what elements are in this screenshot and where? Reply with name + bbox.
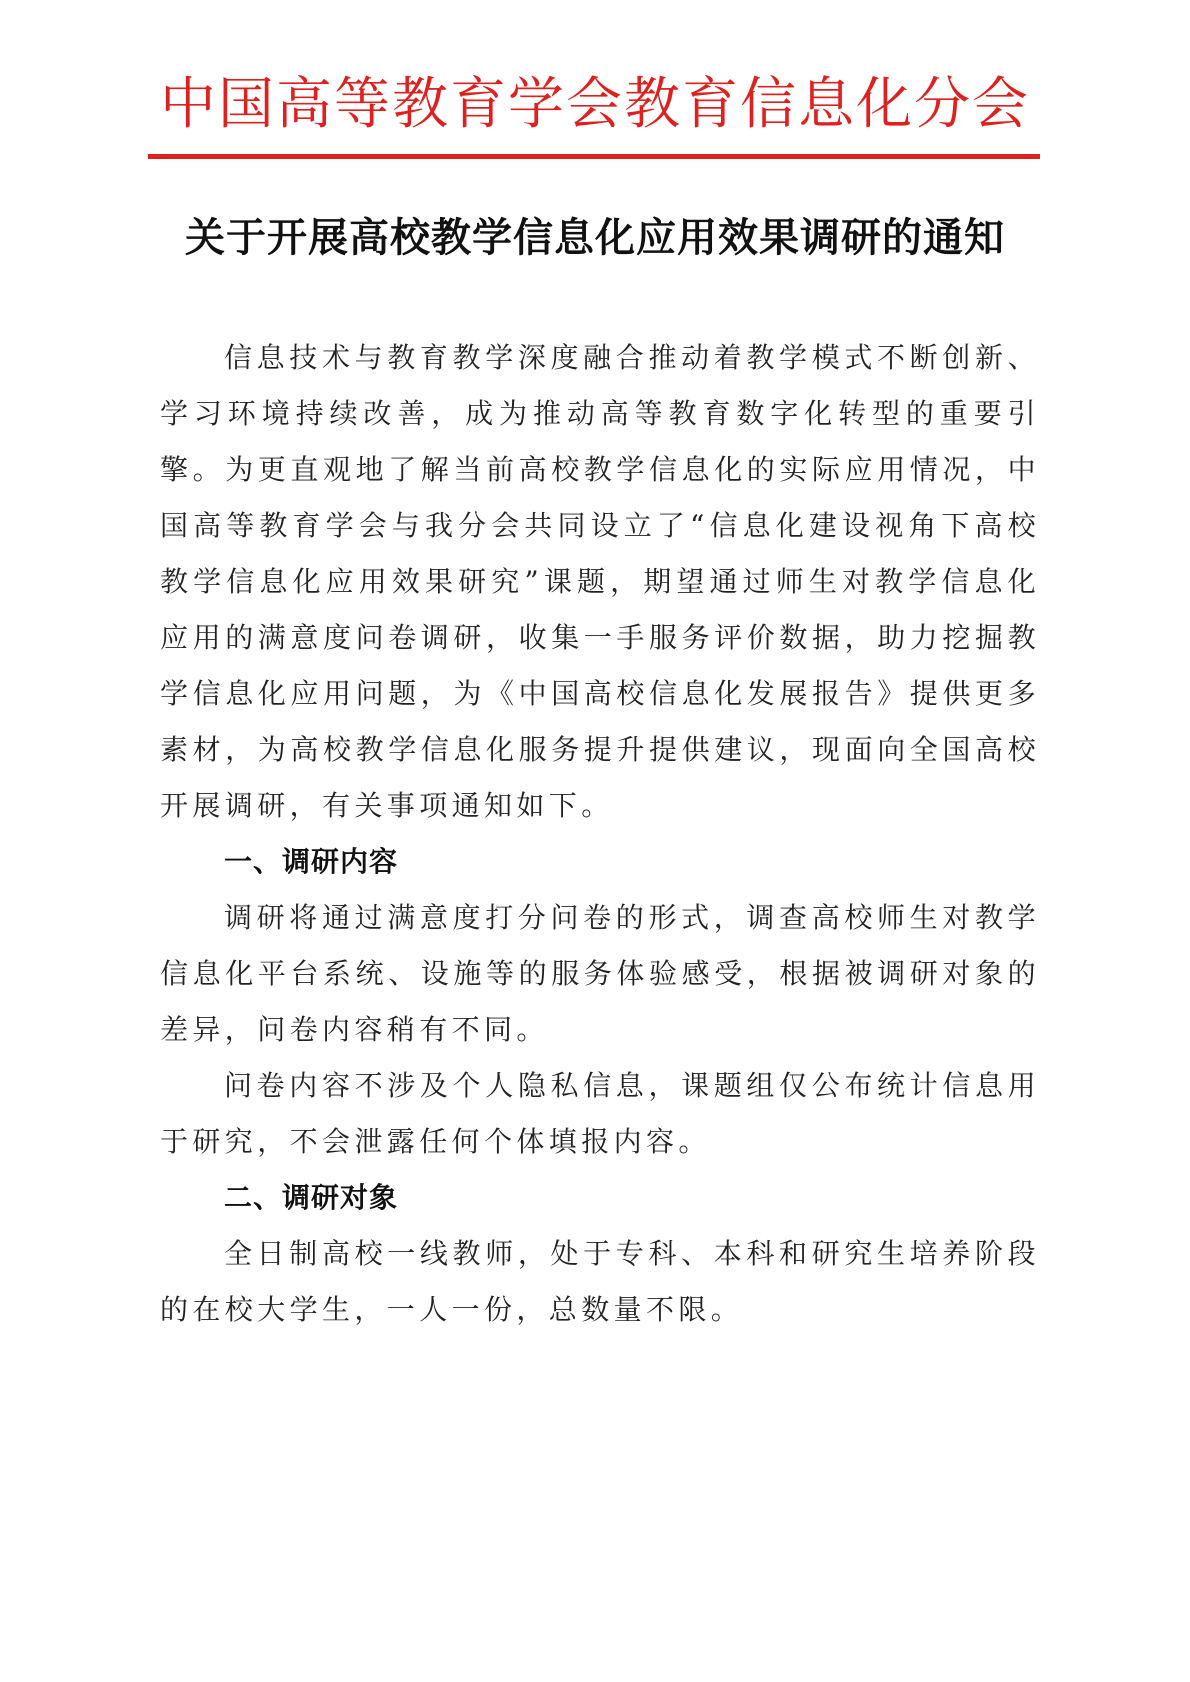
section-paragraph: 全日制高校一线教师，处于专科、本科和研究生培养阶段的在校大学生，一人一份，总数量不限。 xyxy=(160,1237,1040,1326)
header-divider xyxy=(148,154,1040,159)
section-paragraph: 问卷内容不涉及个人隐私信息，课题组仅公布统计信息用于研究，不会泄露任何个体填报内容。 xyxy=(160,1069,1040,1158)
organization-header: 中国高等教育学会教育信息化分会 xyxy=(160,72,1030,137)
intro-paragraph: 信息技术与教育教学深度融合推动着教学模式不断创新、学习环境持续改善，成为推动高等教育数字化转型的重要引擎。为更直观地了解当前高校教学信息化的实际应用情况，中国高等教育学会与我分会共同设立了“信息化建设视角下高校教学信息化应用效果研究”课题，期望通过师生对教学信息化应用的满意度问卷调研，收集一手服务评价数据，助力挖掘教学信息化应用问题，为《中国高校信息化发展报告》提供更多素材，为高校教学信息化服务提升提供建议，现面向全国高校开展调研，有关事项通知如下。 xyxy=(160,341,1040,822)
section-heading-content: 一、调研内容 xyxy=(224,845,399,878)
section-paragraph: 调研将通过满意度打分问卷的形式，调查高校师生对教学信息化平台系统、设施等的服务体验感受，根据被调研对象的差异，问卷内容稍有不同。 xyxy=(160,901,1040,1046)
section-heading-subjects: 二、调研对象 xyxy=(224,1181,399,1214)
notice-body xyxy=(160,330,1040,1338)
notice-title: 关于开展高校教学信息化应用效果调研的通知 xyxy=(185,214,1005,261)
